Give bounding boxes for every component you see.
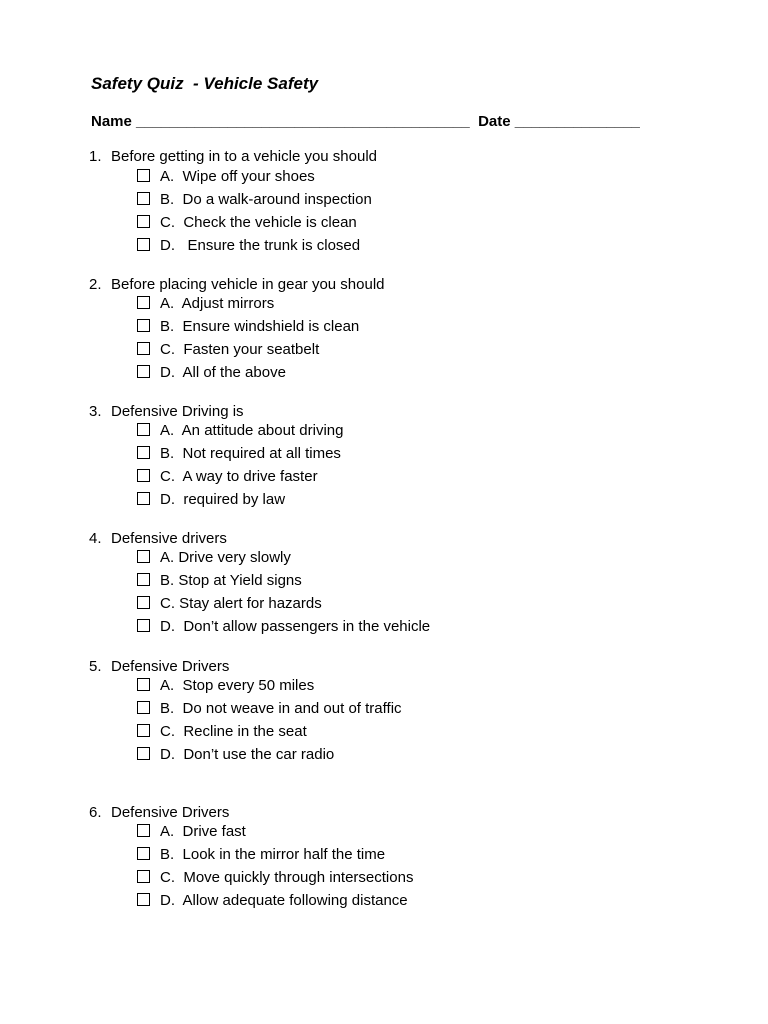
checkbox[interactable] xyxy=(137,423,150,436)
checkbox[interactable] xyxy=(137,678,150,691)
option-label: D. Ensure the trunk is closed xyxy=(160,237,361,254)
option-label: A. Adjust mirrors xyxy=(160,295,275,312)
date-field[interactable]: _______________ xyxy=(514,113,640,130)
option-d[interactable] xyxy=(137,746,729,773)
checkbox[interactable] xyxy=(137,870,150,883)
checkbox[interactable] xyxy=(137,169,150,182)
option-label: D. Don’t use the car radio xyxy=(160,746,335,763)
option-label: C. A way to drive faster xyxy=(160,468,318,485)
option-label: B. Stop at Yield signs xyxy=(160,572,302,589)
option-label: C. Move quickly through intersections xyxy=(160,869,414,886)
option-label: A. An attitude about driving xyxy=(160,422,344,439)
option-label: A. Wipe off your shoes xyxy=(160,168,315,185)
question-text xyxy=(89,658,729,676)
question-prompt: Before placing vehicle in gear you should xyxy=(111,276,385,293)
question-prompt: Defensive Drivers xyxy=(111,804,230,821)
checkbox[interactable] xyxy=(137,296,150,309)
checkbox[interactable] xyxy=(137,596,150,609)
option-label: D. Don’t allow passengers in the vehicle xyxy=(160,618,431,635)
option-d[interactable] xyxy=(137,892,729,919)
name-field[interactable]: ________________________________________ xyxy=(136,113,470,130)
checkbox[interactable] xyxy=(137,342,150,355)
checkbox[interactable] xyxy=(137,847,150,860)
question-3 xyxy=(89,403,729,518)
checkbox[interactable] xyxy=(137,319,150,332)
question-1 xyxy=(89,148,729,264)
question-number: 5. xyxy=(89,658,102,675)
question-number: 1. xyxy=(89,148,102,165)
checkbox[interactable] xyxy=(137,446,150,459)
question-4 xyxy=(89,530,729,645)
question-text xyxy=(89,276,729,294)
question-5 xyxy=(89,658,729,773)
checkbox[interactable] xyxy=(137,238,150,251)
checkbox[interactable] xyxy=(137,724,150,737)
question-text xyxy=(89,148,729,166)
option-d[interactable] xyxy=(137,491,729,518)
question-number: 4. xyxy=(89,530,102,547)
checkbox[interactable] xyxy=(137,573,150,586)
option-label: D. All of the above xyxy=(160,364,286,381)
checkbox[interactable] xyxy=(137,619,150,632)
option-d[interactable] xyxy=(137,364,729,391)
option-label: A. Drive very slowly xyxy=(160,549,291,566)
question-prompt: Defensive drivers xyxy=(111,530,227,547)
page-title: Safety Quiz - Vehicle Safety xyxy=(91,74,319,93)
checkbox[interactable] xyxy=(137,893,150,906)
name-label: Name xyxy=(91,113,132,130)
question-6 xyxy=(89,804,729,919)
option-label: D. Allow adequate following distance xyxy=(160,892,408,909)
option-label: C. Fasten your seatbelt xyxy=(160,341,320,358)
date-label: Date xyxy=(478,113,511,130)
option-label: C. Stay alert for hazards xyxy=(160,595,322,612)
checkbox[interactable] xyxy=(137,701,150,714)
option-label: D. required by law xyxy=(160,491,286,508)
name-date-line xyxy=(91,113,640,130)
option-d[interactable] xyxy=(137,237,729,264)
question-number: 6. xyxy=(89,804,102,821)
question-text xyxy=(89,530,729,548)
question-text xyxy=(89,804,729,822)
checkbox[interactable] xyxy=(137,824,150,837)
checkbox[interactable] xyxy=(137,550,150,563)
option-label: C. Check the vehicle is clean xyxy=(160,214,357,231)
option-label: B. Look in the mirror half the time xyxy=(160,846,386,863)
checkbox[interactable] xyxy=(137,215,150,228)
question-2 xyxy=(89,276,729,391)
option-label: A. Drive fast xyxy=(160,823,246,840)
option-label: C. Recline in the seat xyxy=(160,723,307,740)
option-label: B. Ensure windshield is clean xyxy=(160,318,360,335)
question-prompt: Before getting in to a vehicle you should xyxy=(111,148,378,165)
checkbox[interactable] xyxy=(137,469,150,482)
checkbox[interactable] xyxy=(137,747,150,760)
option-label: A. Stop every 50 miles xyxy=(160,677,315,694)
question-prompt: Defensive Driving is xyxy=(111,403,244,420)
checkbox[interactable] xyxy=(137,492,150,505)
checkbox[interactable] xyxy=(137,192,150,205)
option-label: B. Not required at all times xyxy=(160,445,341,462)
question-number: 3. xyxy=(89,403,102,420)
question-number: 2. xyxy=(89,276,102,293)
option-label: B. Do a walk-around inspection xyxy=(160,191,372,208)
option-d[interactable] xyxy=(137,618,729,645)
option-label: B. Do not weave in and out of traffic xyxy=(160,700,402,717)
checkbox[interactable] xyxy=(137,365,150,378)
question-prompt: Defensive Drivers xyxy=(111,658,230,675)
question-text xyxy=(89,403,729,421)
